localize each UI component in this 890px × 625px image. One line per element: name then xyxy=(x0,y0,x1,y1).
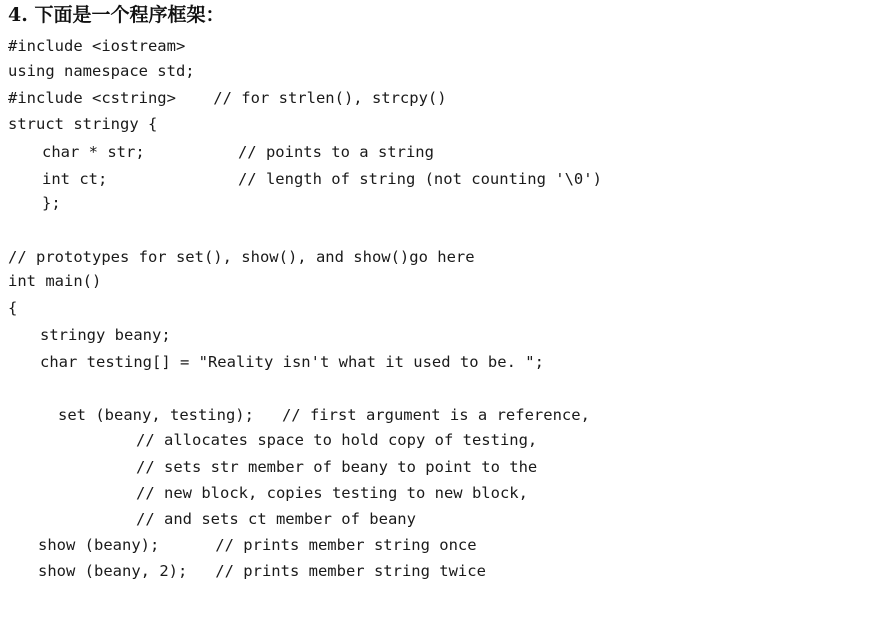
code-line-include-iostream: #include <iostream> xyxy=(8,37,186,55)
question-heading: 4. 下面是一个程序框架： xyxy=(8,4,225,26)
code-line-include-cstring: #include <cstring> // for strlen(), strcpy() xyxy=(8,89,447,107)
code-line-char-str: char * str; // points to a string xyxy=(42,143,434,161)
code-line-stringy-beany: stringy beany; xyxy=(40,326,171,344)
code-line-struct-open: struct stringy { xyxy=(8,115,158,133)
code-line-comment-allocates: // allocates space to hold copy of testing, xyxy=(136,431,538,449)
code-line-struct-close: }; xyxy=(42,194,61,212)
code-line-int-main: int main() xyxy=(8,272,102,290)
code-line-comment-sets-ct: // and sets ct member of beany xyxy=(136,510,416,528)
code-line-char-testing: char testing[] = "Reality isn't what it used to be. "; xyxy=(40,353,544,371)
code-line-prototypes-comment: // prototypes for set(), show(), and show()go here xyxy=(8,248,475,266)
code-line-using-namespace: using namespace std; xyxy=(8,62,195,80)
code-line-show-twice: show (beany, 2); // prints member string twice xyxy=(38,562,486,580)
code-line-show-once: show (beany); // prints member string once xyxy=(38,536,477,554)
code-line-comment-sets-str: // sets str member of beany to point to the xyxy=(136,458,538,476)
code-line-open-brace: { xyxy=(8,299,18,317)
code-line-set-call: set (beany, testing); // first argument is a reference, xyxy=(58,406,590,424)
code-line-int-ct: int ct; // length of string (not counting '\0') xyxy=(42,170,602,188)
code-line-comment-new-block: // new block, copies testing to new block, xyxy=(136,484,528,502)
